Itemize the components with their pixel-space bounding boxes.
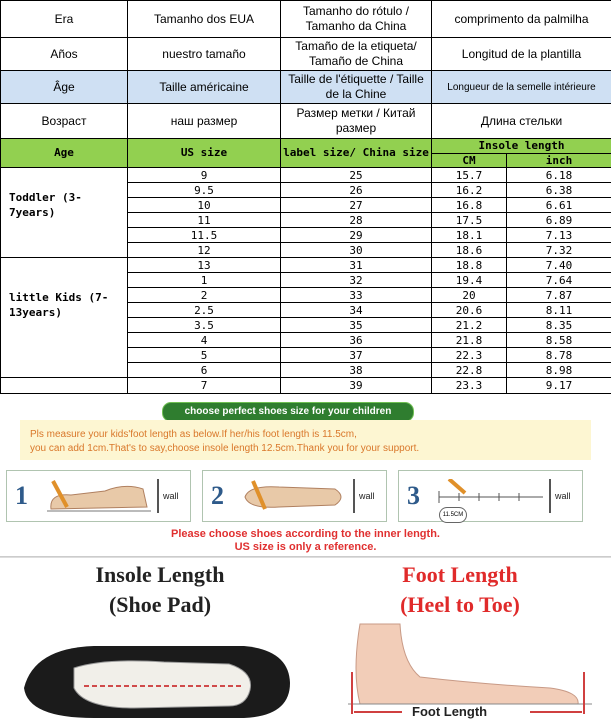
insole-cm-cell: 20.6 [432,303,507,318]
us-size-cell: 6 [128,363,281,378]
header-us-size: US size [128,139,281,168]
us-size-cell: 12 [128,243,281,258]
china-size-cell: 28 [281,213,432,228]
step-1 [6,470,191,522]
insole-cm-cell: 21.2 [432,318,507,333]
insole-inch-cell: 6.61 [507,198,611,213]
insole-inch-cell: 7.64 [507,273,611,288]
china-size-cell: 39 [281,378,432,394]
china-size-cell: 33 [281,288,432,303]
insole-inch-cell: 6.38 [507,183,611,198]
warning-line-1: Please choose shoes according to the inner length. [0,528,611,540]
header-age: Возраст [1,104,128,139]
header-cm: CM [432,154,507,168]
insole-cm-cell: 16.2 [432,183,507,198]
us-size-cell: 5 [128,348,281,363]
china-size-cell: 32 [281,273,432,288]
insole-inch-cell: 8.11 [507,303,611,318]
step-2 [202,470,387,522]
header-us-size: Taille américaine [128,71,281,104]
header-label-size: label size/ China size [281,139,432,168]
insole-cm-cell: 22.3 [432,348,507,363]
insole-inch-cell: 8.58 [507,333,611,348]
insole-cm-cell: 15.7 [432,168,507,183]
header-row-english [1,139,611,154]
us-size-cell: 2.5 [128,303,281,318]
header-age: Años [1,38,128,71]
guide-title: choose perfect shoes size for your children [162,402,414,422]
insole-cm-cell: 20 [432,288,507,303]
step-3 [398,470,583,522]
china-size-cell: 36 [281,333,432,348]
insole-cm-cell: 18.6 [432,243,507,258]
insole-inch-cell: 7.87 [507,288,611,303]
us-size-cell: 3.5 [128,318,281,333]
insole-inch-cell: 7.40 [507,258,611,273]
header-insole: Longitud de la plantilla [432,38,611,71]
china-size-cell: 31 [281,258,432,273]
header-row-spanish [1,38,611,71]
header-us-size: Tamanho dos EUA [128,1,281,38]
insole-inch-cell: 7.32 [507,243,611,258]
step-number: 3 [399,471,420,521]
header-insole: Длина стельки [432,104,611,139]
header-row-french [1,71,611,104]
header-inch: inch [507,154,611,168]
wall-label: wall [359,491,375,501]
us-size-cell: 9 [128,168,281,183]
insole-cm-cell: 17.5 [432,213,507,228]
us-size-cell: 1 [128,273,281,288]
china-size-cell: 25 [281,168,432,183]
header-us-size: nuestro tamaño [128,38,281,71]
wall-line [353,479,355,513]
insole-cm-cell: 23.3 [432,378,507,394]
header-insole: Insole length [432,139,611,154]
insole-inch-cell: 9.17 [507,378,611,394]
insole-inch-cell: 8.35 [507,318,611,333]
insole-subtitle: (Shoe Pad) [15,592,305,618]
foot-top-view-illustration [239,479,349,515]
wall-label: wall [555,491,571,501]
us-size-cell: 11.5 [128,228,281,243]
guide-note-line-2: you can add 1cm.That's to say,choose insole length 12.5cm.Thank you for your support. [30,443,419,454]
age-empty-cell [1,378,128,394]
measure-tag: 11.5CM [439,507,467,523]
wall-label: wall [163,491,179,501]
insole-inch-cell: 6.89 [507,213,611,228]
header-us-size: наш размер [128,104,281,139]
size-row [1,258,611,273]
insole-inch-cell: 8.98 [507,363,611,378]
insole-cm-cell: 18.1 [432,228,507,243]
size-row [1,378,611,394]
warning-line-2: US size is only a reference. [0,541,611,553]
insole-cm-cell: 16.8 [432,198,507,213]
header-label-size: Tamaño de la etiqueta/ Tamaño de China [281,38,432,71]
insole-photo [14,628,294,720]
us-size-cell: 7 [128,378,281,394]
header-age: Âge [1,71,128,104]
insole-inch-cell: 7.13 [507,228,611,243]
size-row [1,168,611,183]
insole-cm-cell: 21.8 [432,333,507,348]
wall-line [157,479,159,513]
china-size-cell: 37 [281,348,432,363]
china-size-cell: 27 [281,198,432,213]
us-size-cell: 9.5 [128,183,281,198]
header-insole: Longueur de la semelle intérieure [432,71,611,104]
header-label-size: Taille de l'étiquette / Taille de la Chine [281,71,432,104]
header-label-size: Размер метки / Китай размер [281,104,432,139]
header-label-size: Tamanho do rótulo / Tamanho da China [281,1,432,38]
step-number: 1 [7,471,28,521]
insole-title: Insole Length [15,562,305,588]
us-size-cell: 10 [128,198,281,213]
foot-title: Foot Length [310,562,610,588]
insole-inch-cell: 6.18 [507,168,611,183]
china-size-cell: 29 [281,228,432,243]
insole-inch-cell: 8.78 [507,348,611,363]
insole-cm-cell: 22.8 [432,363,507,378]
header-age: Era [1,1,128,38]
us-size-cell: 11 [128,213,281,228]
us-size-cell: 2 [128,288,281,303]
china-size-cell: 35 [281,318,432,333]
foot-on-floor-illustration [43,479,153,515]
age-group-kids: little Kids (7-13years) [1,258,128,378]
insole-cm-cell: 19.4 [432,273,507,288]
age-group-toddler: Toddler (3-7years) [1,168,128,258]
foot-length-label: Foot Length [412,704,487,719]
step-number: 2 [203,471,224,521]
header-row-portuguese [1,1,611,38]
foot-subtitle: (Heel to Toe) [310,592,610,618]
wall-line [549,479,551,513]
divider [0,557,611,558]
guide-note-box [20,420,591,460]
china-size-cell: 26 [281,183,432,198]
header-insole: comprimento da palmilha [432,1,611,38]
header-age: Age [1,139,128,168]
us-size-cell: 4 [128,333,281,348]
guide-note-line-1: Pls measure your kids'foot length as below.If her/his foot length is 11.5cm, [30,429,357,440]
insole-cm-cell: 18.8 [432,258,507,273]
china-size-cell: 30 [281,243,432,258]
header-row-russian [1,104,611,139]
china-size-cell: 38 [281,363,432,378]
us-size-cell: 13 [128,258,281,273]
china-size-cell: 34 [281,303,432,318]
